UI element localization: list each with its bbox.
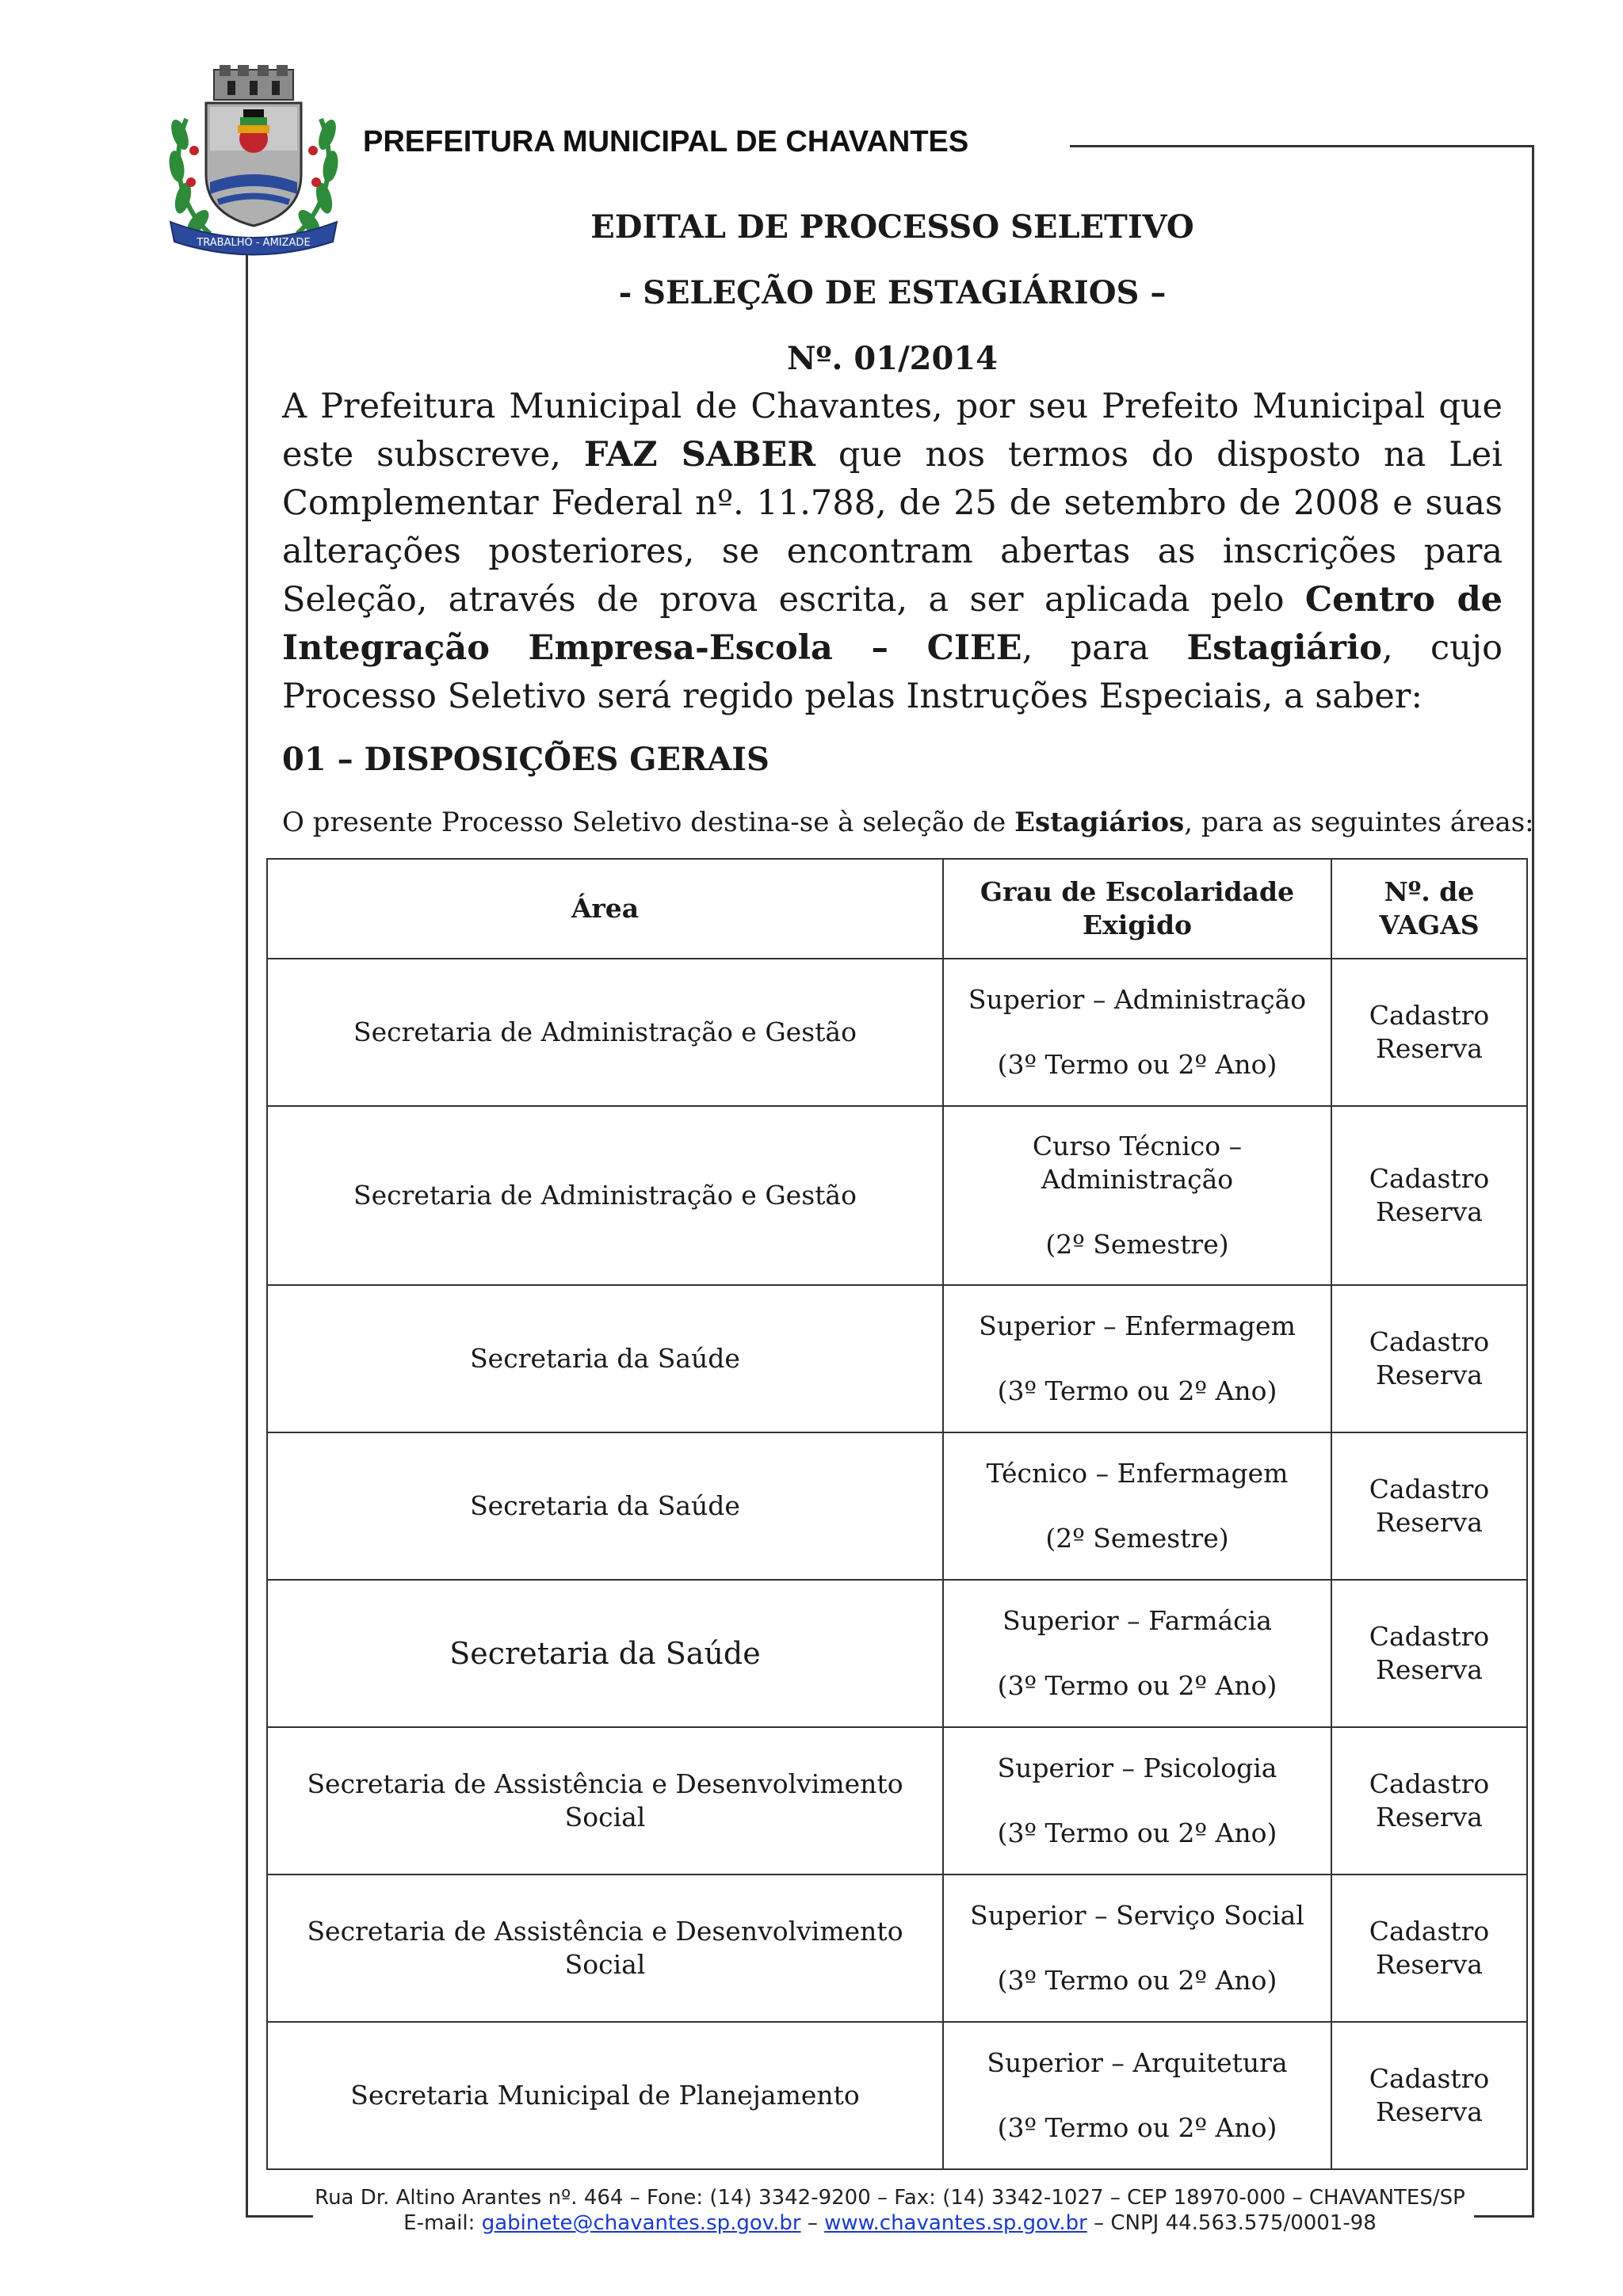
cell-grau <box>943 2022 1331 2169</box>
edital-title-block <box>282 194 1503 391</box>
cell-grau-course: Técnico – Enfermagem <box>986 1458 1289 1489</box>
frame-line-top <box>1070 145 1534 147</box>
footer-contacts <box>246 2210 1534 2236</box>
cell-area: Secretaria Municipal de Planejamento <box>267 2022 943 2169</box>
cell-grau-period: (2º Semestre) <box>1045 1523 1229 1554</box>
cell-grau-course: Superior – Psicologia <box>997 1753 1277 1783</box>
footer-address: Rua Dr. Altino Arantes nº. 464 – Fone: (14) 3342-9200 – Fax: (14) 3342-1027 – CEP 18970-000 – CHAVANTES/SP <box>315 2186 1465 2210</box>
table-row <box>267 1727 1527 1875</box>
cell-area: Secretaria da Saúde <box>267 1285 943 1432</box>
section-text <box>282 807 1534 838</box>
footer-email-label: E-mail: <box>403 2211 482 2235</box>
cell-area: Secretaria da Saúde <box>267 1580 943 1727</box>
page-footer <box>246 2185 1534 2236</box>
cell-grau-period: (3º Termo ou 2º Ano) <box>997 2112 1277 2143</box>
cell-vagas: Cadastro Reserva <box>1331 1727 1527 1875</box>
intro-text-1: A Prefeitura Municipal de Chavantes, por seu Prefeito Municipal que este subscreve, <box>282 387 1503 475</box>
cell-grau-spacer <box>958 1016 1316 1048</box>
cell-area: Secretaria da Saúde <box>267 1432 943 1580</box>
intro-paragraph <box>282 383 1503 721</box>
edital-title: EDITAL DE PROCESSO SELETIVO <box>590 208 1194 246</box>
cell-grau-spacer <box>958 1343 1316 1375</box>
frame-line-right <box>1532 145 1534 2217</box>
footer-email-link[interactable]: gabinete@chavantes.sp.gov.br <box>481 2211 801 2235</box>
organization-name: PREFEITURA MUNICIPAL DE CHAVANTES <box>363 125 969 158</box>
table-row <box>267 959 1527 1106</box>
cell-grau-period: (3º Termo ou 2º Ano) <box>997 1670 1277 1701</box>
section-heading: 01 – DISPOSIÇÕES GERAIS <box>282 741 769 778</box>
cell-grau-course: Superior – Serviço Social <box>970 1900 1304 1931</box>
cell-grau-period: (3º Termo ou 2º Ano) <box>997 1965 1277 1996</box>
cell-vagas: Cadastro Reserva <box>1331 1285 1527 1432</box>
header-vagas: Nº. de VAGAS <box>1331 859 1527 959</box>
footer-website-link[interactable]: www.chavantes.sp.gov.br <box>824 2211 1087 2235</box>
cell-grau <box>943 1432 1331 1580</box>
intro-bold-ciee: Centro de Integração Empresa-Escola – CIEE <box>282 580 1503 668</box>
cell-grau-period: (3º Termo ou 2º Ano) <box>997 1375 1277 1406</box>
cell-grau-course: Superior – Farmácia <box>1002 1605 1272 1636</box>
table-row <box>267 1432 1527 1580</box>
intro-text-2: que nos termos do disposto na Lei Complementar Federal nº. 11.788, de 25 de setembro de 2008 e suas alterações posteriores, se encontram abertas as inscrições para Seleção, através de prova escrita, a ser aplicada pelo <box>282 435 1503 620</box>
cell-grau-spacer <box>958 1638 1316 1669</box>
table-row <box>267 1106 1527 1285</box>
footer-separator: – <box>800 2211 825 2235</box>
cell-grau <box>943 1106 1331 1285</box>
table-row <box>267 1580 1527 1727</box>
cell-grau-spacer <box>958 1785 1316 1817</box>
cell-vagas: Cadastro Reserva <box>1331 1106 1527 1285</box>
cell-grau <box>943 959 1331 1106</box>
cell-grau-course: Curso Técnico – Administração <box>1032 1131 1243 1195</box>
intro-text-4: , cujo Processo Seletivo será regido pelas Instruções Especiais, a saber: <box>282 628 1503 716</box>
crest-motto: TRABALHO - AMIZADE <box>197 237 311 249</box>
intro-text-3: , para <box>1022 628 1187 668</box>
cell-grau <box>943 1285 1331 1432</box>
cell-grau-spacer <box>958 2080 1316 2111</box>
intro-bold-faz-saber: FAZ SABER <box>583 435 816 475</box>
section-text-2: , para as seguintes áreas: <box>1184 807 1534 838</box>
cell-area: Secretaria de Assistência e Desenvolvimento Social <box>267 1727 943 1875</box>
cell-grau <box>943 1580 1331 1727</box>
edital-subtitle: - SELEÇÃO DE ESTAGIÁRIOS – <box>618 274 1167 311</box>
section-text-1: O presente Processo Seletivo destina-se à seleção de <box>282 807 1015 838</box>
cell-grau-spacer <box>958 1196 1316 1228</box>
section-text-bold: Estagiários <box>1014 807 1185 838</box>
table-row <box>267 1875 1527 2022</box>
table-header-row <box>267 859 1527 959</box>
intro-bold-estagiario: Estagiário <box>1186 628 1382 668</box>
cell-vagas: Cadastro Reserva <box>1331 1580 1527 1727</box>
cell-grau <box>943 1727 1331 1875</box>
cell-vagas: Cadastro Reserva <box>1331 2022 1527 2169</box>
cell-area: Secretaria de Administração e Gestão <box>267 1106 943 1285</box>
cell-grau-course: Superior – Administração <box>968 984 1307 1015</box>
cell-grau-spacer <box>958 1932 1316 1964</box>
cell-grau-course: Superior – Enfermagem <box>979 1310 1296 1341</box>
cell-vagas: Cadastro Reserva <box>1331 1432 1527 1580</box>
cell-grau-period: (3º Termo ou 2º Ano) <box>997 1049 1277 1080</box>
cell-vagas: Cadastro Reserva <box>1331 1875 1527 2022</box>
cell-grau-spacer <box>958 1490 1316 1522</box>
header-grau: Grau de Escolaridade Exigido <box>943 859 1331 959</box>
cell-area: Secretaria de Administração e Gestão <box>267 959 943 1106</box>
cell-area: Secretaria de Assistência e Desenvolvimento Social <box>267 1875 943 2022</box>
cell-grau <box>943 1875 1331 2022</box>
cell-grau-period: (2º Semestre) <box>1045 1229 1229 1260</box>
table-row <box>267 1285 1527 1432</box>
footer-cnpj: – CNPJ 44.563.575/0001-98 <box>1086 2211 1377 2235</box>
vacancies-table <box>266 858 1528 2170</box>
table-row <box>267 2022 1527 2169</box>
edital-number: Nº. 01/2014 <box>786 340 998 377</box>
frame-line-left <box>246 238 248 2217</box>
cell-vagas: Cadastro Reserva <box>1331 959 1527 1106</box>
cell-grau-period: (3º Termo ou 2º Ano) <box>997 1817 1277 1848</box>
header-area: Área <box>267 859 943 959</box>
cell-grau-course: Superior – Arquitetura <box>987 2047 1288 2078</box>
